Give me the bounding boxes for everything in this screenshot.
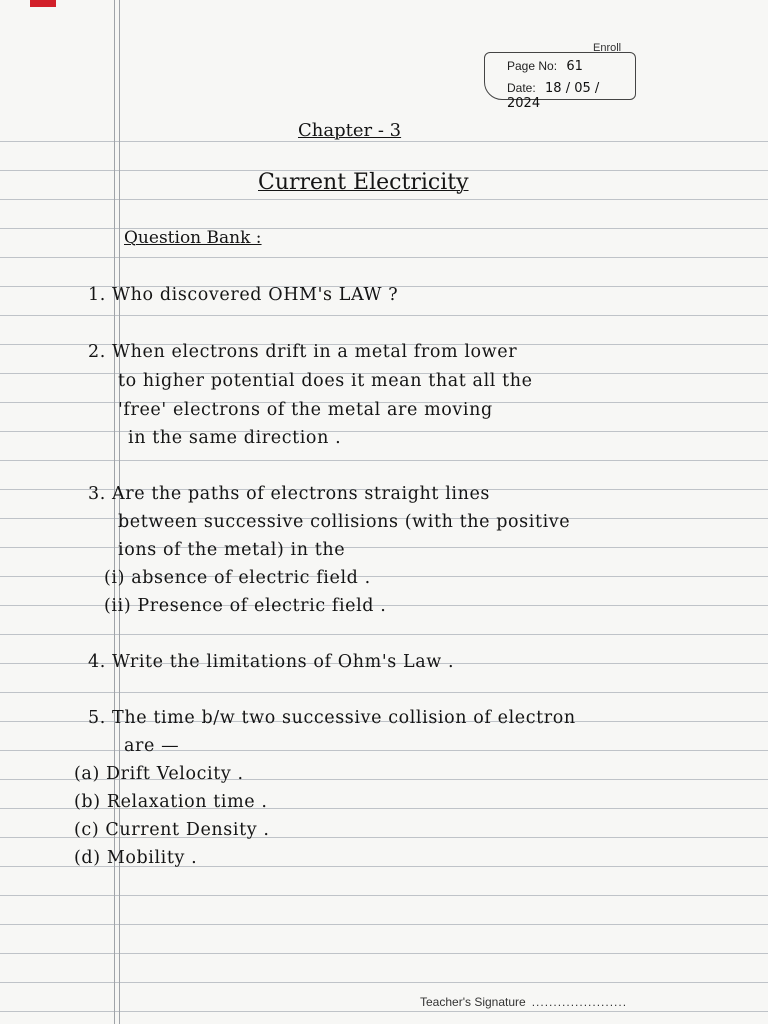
note-line: 2. When electrons drift in a metal from lower	[88, 342, 518, 362]
note-line: (b) Relaxation time .	[74, 792, 268, 812]
page-no-value: 61	[566, 59, 583, 74]
date-label: Date:	[507, 81, 536, 95]
date-value: 18 / 05 / 2024	[507, 81, 600, 111]
note-line: 5. The time b/w two successive collision of electron	[88, 708, 576, 728]
note-line: ions of the metal) in the	[118, 540, 346, 560]
note-line: (a) Drift Velocity .	[74, 764, 244, 784]
date-row	[507, 81, 635, 111]
note-line: (d) Mobility .	[74, 848, 198, 868]
margin-line-left	[114, 0, 115, 1024]
page-title: Current Electricity	[258, 170, 469, 195]
note-line: 4. Write the limitations of Ohm's Law .	[88, 652, 455, 672]
page-header-area	[0, 0, 768, 113]
chapter-heading: Chapter - 3	[298, 120, 402, 141]
subtitle: Question Bank :	[124, 228, 262, 248]
teacher-signature	[420, 995, 627, 1009]
note-line: between successive collisions (with the positive	[118, 512, 571, 532]
note-line: are —	[124, 736, 180, 756]
note-line: 3. Are the paths of electrons straight lines	[88, 484, 491, 504]
note-line: 1. Who discovered OHM's LAW ?	[88, 285, 399, 305]
note-line: 'free' electrons of the metal are moving	[118, 400, 493, 420]
note-line: in the same direction .	[128, 428, 342, 448]
note-line: (c) Current Density .	[74, 820, 270, 840]
signature-label: Teacher's Signature	[420, 995, 526, 1009]
page-no-label: Page No:	[507, 59, 558, 73]
note-line: to higher potential does it mean that all the	[118, 371, 533, 391]
signature-dots: ......................	[531, 995, 628, 1009]
red-corner-mark	[30, 0, 56, 7]
enroll-label: Enroll	[590, 42, 624, 54]
note-line: (ii) Presence of electric field .	[104, 596, 387, 616]
page-no-row	[507, 59, 583, 74]
page-info-box	[484, 52, 636, 111]
note-line: (i) absence of electric field .	[104, 568, 371, 588]
